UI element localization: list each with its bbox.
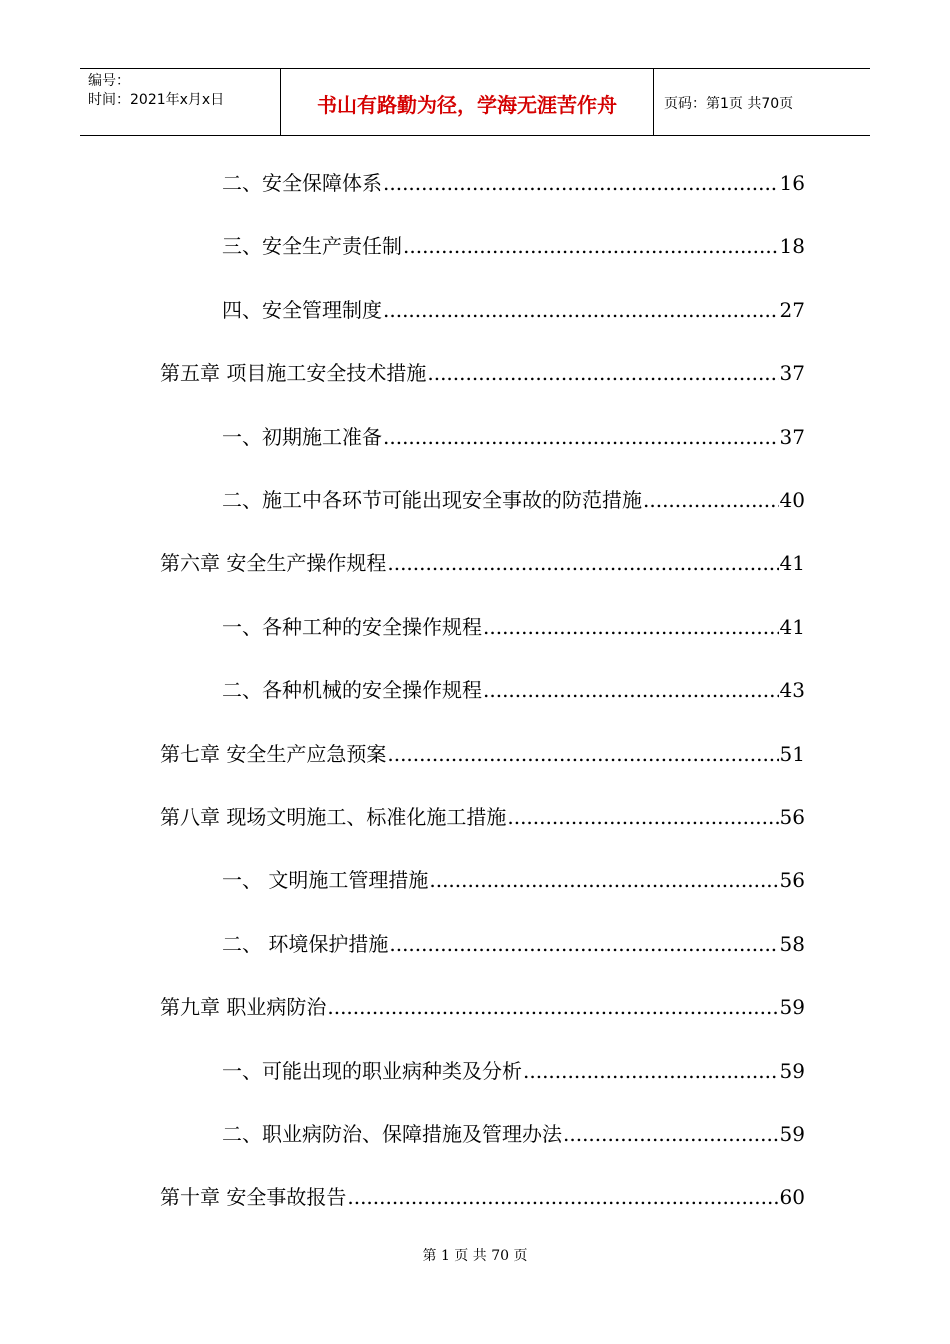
toc-entry-page-number: 60 (779, 1185, 805, 1209)
toc-entry-title: 三、安全生产责任制 (222, 234, 402, 258)
toc-dot-leader (403, 231, 779, 261)
toc-entry-title: 第五章 项目施工安全技术措施 (160, 361, 427, 385)
toc-entry-title: 四、安全管理制度 (222, 298, 382, 322)
toc-entry-page-number: 59 (779, 1059, 805, 1083)
toc-chapter-entry[interactable] (160, 548, 805, 578)
toc-dot-leader (389, 929, 778, 959)
header-page-info: 页码：第1页 共70页 (664, 96, 794, 112)
toc-dot-leader (429, 865, 778, 895)
toc-entry-page-number: 41 (779, 615, 805, 639)
toc-dot-leader (523, 1056, 779, 1086)
toc-dot-leader (347, 1182, 778, 1212)
header-meta (80, 69, 281, 135)
toc-dot-leader (327, 992, 778, 1022)
header-motto: 书山有路勤为径，学海无涯苦作舟 (281, 69, 654, 135)
toc-entry-page-number: 59 (779, 1122, 805, 1146)
toc-section-entry[interactable] (222, 612, 805, 642)
toc-chapter-entry[interactable] (160, 992, 805, 1022)
toc-dot-leader (427, 358, 778, 388)
toc-entry-page-number: 37 (779, 361, 805, 385)
toc-entry-title: 一、各种工种的安全操作规程 (222, 615, 482, 639)
toc-section-entry[interactable] (222, 422, 805, 452)
toc-dot-leader (383, 295, 779, 325)
toc-entry-title: 二、施工中各环节可能出现安全事故的防范措施 (222, 488, 642, 512)
toc-chapter-entry[interactable] (160, 1182, 805, 1212)
page-header (80, 68, 870, 136)
toc-entry-title: 一、可能出现的职业病种类及分析 (222, 1059, 522, 1083)
document-date-label: 时间：2021年x月x日 (88, 92, 225, 108)
toc-entry-title: 第十章 安全事故报告 (160, 1185, 347, 1209)
toc-entry-title: 一、 文明施工管理措施 (222, 868, 429, 892)
toc-section-entry[interactable] (222, 1056, 805, 1086)
toc-entry-page-number: 16 (779, 171, 805, 195)
toc-entry-title: 二、安全保障体系 (222, 171, 382, 195)
toc-entry-title: 二、 环境保护措施 (222, 932, 389, 956)
toc-entry-title: 第九章 职业病防治 (160, 995, 327, 1019)
toc-entry-page-number: 59 (779, 995, 805, 1019)
toc-section-entry[interactable] (222, 485, 805, 515)
toc-dot-leader (483, 675, 779, 705)
toc-dot-leader (563, 1119, 779, 1149)
toc-entry-page-number: 37 (779, 425, 805, 449)
toc-entry-title: 二、职业病防治、保障措施及管理办法 (222, 1122, 562, 1146)
toc-section-entry[interactable] (222, 231, 805, 261)
toc-section-entry[interactable] (222, 865, 805, 895)
toc-chapter-entry[interactable] (160, 739, 805, 769)
toc-entry-page-number: 18 (779, 234, 805, 258)
toc-chapter-entry[interactable] (160, 358, 805, 388)
toc-entry-title: 一、初期施工准备 (222, 425, 382, 449)
toc-dot-leader (643, 485, 779, 515)
toc-dot-leader (383, 422, 779, 452)
toc-section-entry[interactable] (222, 929, 805, 959)
toc-entry-page-number: 27 (779, 298, 805, 322)
page-footer: 第 1 页 共 70 页 (422, 1248, 528, 1264)
toc-entry-title: 第六章 安全生产操作规程 (160, 551, 387, 575)
toc-dot-leader (387, 739, 778, 769)
toc-section-entry[interactable] (222, 295, 805, 325)
toc-dot-leader (383, 168, 779, 198)
toc-dot-leader (387, 548, 778, 578)
toc-entry-page-number: 40 (779, 488, 805, 512)
document-number-label: 编号： (88, 73, 130, 89)
toc-entry-page-number: 41 (779, 551, 805, 575)
toc-section-entry[interactable] (222, 1119, 805, 1149)
toc-entry-page-number: 43 (779, 678, 805, 702)
toc-chapter-entry[interactable] (160, 802, 805, 832)
toc-entry-title: 二、各种机械的安全操作规程 (222, 678, 482, 702)
toc-entry-page-number: 51 (779, 742, 805, 766)
toc-section-entry[interactable] (222, 675, 805, 705)
toc-section-entry[interactable] (222, 168, 805, 198)
toc-dot-leader (507, 802, 778, 832)
toc-entry-title: 第七章 安全生产应急预案 (160, 742, 387, 766)
toc-dot-leader (483, 612, 779, 642)
toc-entry-page-number: 56 (779, 868, 805, 892)
toc-entry-page-number: 58 (779, 932, 805, 956)
toc-entry-title: 第八章 现场文明施工、标准化施工措施 (160, 805, 507, 829)
toc-entry-page-number: 56 (779, 805, 805, 829)
